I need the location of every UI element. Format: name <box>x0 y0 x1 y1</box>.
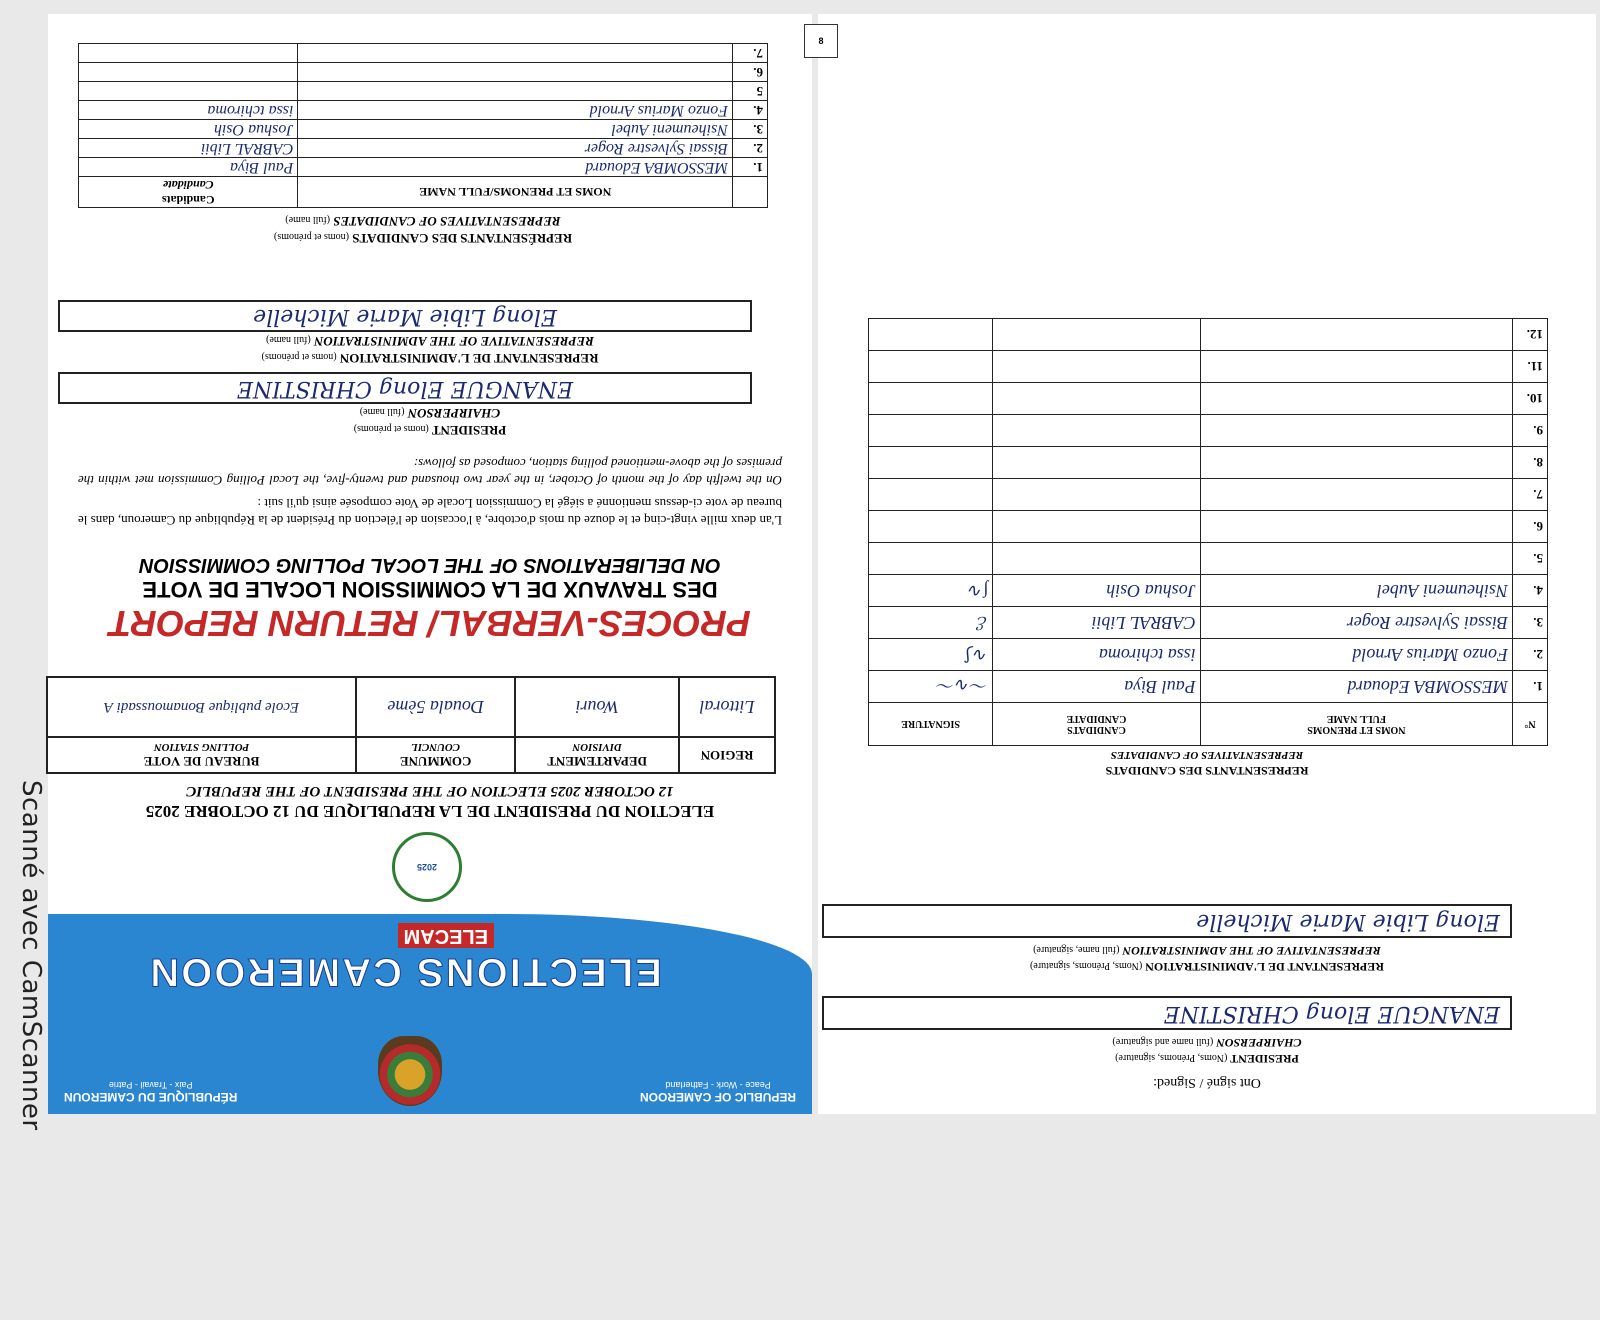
table-row: 12. <box>869 319 1548 351</box>
header-council: COMMUNE COUNCIL <box>356 737 515 773</box>
table-row: 4. Fonzo Marius Arnold issa tchiroma <box>79 101 768 120</box>
president-name-field: ENANGUE Elong CHRISTINE <box>58 372 752 404</box>
signature-header: SIGNATURE <box>869 703 993 746</box>
signed-label: Ont signé / Signed: <box>1153 1075 1261 1090</box>
candidates-table <box>78 43 768 246</box>
table-row: 11. <box>869 351 1548 383</box>
left-page <box>48 14 812 1114</box>
reps-title: REPRESENTANTS DES CANDIDATS REPRESENTATIVES OF CANDIDATES <box>1105 749 1309 778</box>
report-title-line2: DES TRAVAUX DE LA COMMISSION LOCALE DE VOTE <box>142 577 718 602</box>
sig-header-row <box>869 703 1548 746</box>
president-label: PRESIDENT (noms et prénoms) CHAIRPERSON (full name) <box>353 406 507 438</box>
table-row: 10. <box>869 383 1548 415</box>
r-president-field: ENANGUE Elong CHRISTINE <box>822 996 1512 1030</box>
org-name: ELECTIONS CAMEROON <box>148 950 662 994</box>
right-page <box>818 14 1596 1114</box>
republic-fr-title: RÉPUBLIQUE DU CAMEROUN <box>64 1090 238 1104</box>
name-header: NOMS ET PRENOMS FULL NAME <box>1200 703 1512 746</box>
candidate-header: CANDIDATS CANDIDATE <box>993 703 1201 746</box>
table-row: 4. Nsiheumeni Aubel Joshua Osih ∫∿ <box>869 575 1548 607</box>
report-title-line3: ON DELIBERATIONS OF THE LOCAL POLLING COMMISSION <box>139 554 721 576</box>
preamble-fr: L'an deux mille vingt-cinq et le douze du mois d'octobre, à l'occasion de l'élection du Président de la République du Cameroun, dans le bureau de vote ci-dessus mentionné a siégé la Commission Locale de Vote composée ainsi qu'il suit : <box>78 496 782 528</box>
num-header: N° <box>1513 703 1548 746</box>
table-row: 1. MESSOMBA Edouard Paul Biya <box>79 158 768 177</box>
table-row: 5. <box>869 543 1548 575</box>
table-row: 9. <box>869 415 1548 447</box>
camscanner-watermark: Scanné avec CamScanner <box>16 780 46 1131</box>
header-banner <box>48 914 812 1114</box>
r-admin-label: REPRESENTANT DE L'ADMINISTRATION (Noms, Prénoms, signature) REPRESENTATIVE OF THE ADMINISTRATION (full name, signature) <box>1030 944 1384 974</box>
table-row: 1. MESSOMBA Edouard Paul Biya ～∿～ <box>869 671 1548 703</box>
table-row: 7. <box>869 479 1548 511</box>
header-region: REGION <box>679 737 775 773</box>
header-division: DEPARTEMENT DIVISION <box>515 737 679 773</box>
header-polling-station: BUREAU DE VOTE POLLING STATION <box>47 737 356 773</box>
election-title-fr: ELECTION DU PRESIDENT DE LA REPUBLIQUE DU 12 OCTOBRE 2025 <box>145 802 715 821</box>
report-title <box>78 553 782 644</box>
republic-en-title: REPUBLIC OF CAMEROON <box>640 1090 796 1104</box>
admin-name-field: Elong Libie Marie Michelle <box>58 300 752 332</box>
table-row: 8. <box>869 447 1548 479</box>
signature-icon: ∫∿ <box>869 575 993 607</box>
location-table <box>46 676 776 774</box>
name-header: NOMS ET PRENOMS/FULL NAME <box>298 177 733 208</box>
signature-table <box>868 318 1548 746</box>
seal-year: 2025 <box>416 862 438 872</box>
republic-en-motto: Peace - Work - Fatherland <box>665 1080 771 1090</box>
admin-label: REPRESENTANT DE L'ADMINISTRATION (noms et prénoms) REPRESENTATIVE OF THE ADMINISTRATION (full name) <box>261 334 599 366</box>
table-row: 2. Fonzo Marius Arnold issa tchiroma ∿⟆ <box>869 639 1548 671</box>
preamble <box>78 455 782 529</box>
location-value-row <box>47 677 775 737</box>
candidate-header: Candidats Candidate <box>79 177 299 208</box>
polling-station-value: Ecole publique Bonamoussadi A <box>47 677 356 737</box>
signature-icon: ∿⟆ <box>869 639 993 671</box>
republic-fr-motto: Paix - Travail - Patrie <box>108 1080 193 1090</box>
preamble-en: On the twelfth day of the month of October, in the year two thousand and twenty-five, the Local Polling Commission met within the premises of the above-mentioned polling station, composed as follows: <box>78 456 782 488</box>
signature-icon: ℰ <box>869 607 993 639</box>
table-row: 6. <box>869 511 1548 543</box>
table-row: 5 <box>79 82 768 101</box>
council-value: Douala 5ème <box>356 677 515 737</box>
candidates-header-row <box>79 177 768 208</box>
table-row: 6. <box>79 63 768 82</box>
republic-en-block <box>640 1080 796 1104</box>
election-title-en: 12 OCTOBER 2025 ELECTION OF THE PRESIDENT OF THE REPUBLIC <box>186 783 674 799</box>
region-value: Littoral <box>679 677 775 737</box>
election-title <box>78 780 782 822</box>
page-number: 8 <box>804 24 838 58</box>
table-row: 3. Nsiheumeni Aubel Joshua Osih <box>79 120 768 139</box>
r-admin-field: Elong Libie Marie Michelle <box>822 904 1512 938</box>
table-row: 7. <box>79 44 768 63</box>
coat-of-arms-icon <box>378 1036 442 1106</box>
location-header-row <box>47 737 775 773</box>
right-page-content <box>818 14 1596 1114</box>
table-row: 2. Bissai Sylvestre Roger CABRAL Libii <box>79 139 768 158</box>
table-row: 3. Bissai Sylvestre Roger CABRAL Libii ℰ <box>869 607 1548 639</box>
republic-fr-block <box>64 1080 237 1104</box>
signature-icon: ～∿～ <box>869 671 993 703</box>
org-abbr: ELECAM <box>398 923 494 948</box>
candidates-label: REPRÉSENTANTS DES CANDIDATS (noms et prénoms) REPRESENTATIVES OF CANDIDATES (full name) <box>273 214 573 246</box>
left-page-content <box>48 14 812 1114</box>
r-president-label: PRESIDENT (Noms, Prénoms, signature) CHAIRPERSON (full name and signature) <box>1112 1036 1302 1066</box>
division-value: Wouri <box>515 677 679 737</box>
report-title-line1: PROCES-VERBAL/ RETURN REPORT <box>109 603 751 644</box>
election-seal-icon <box>392 832 462 902</box>
num-header <box>733 177 768 208</box>
